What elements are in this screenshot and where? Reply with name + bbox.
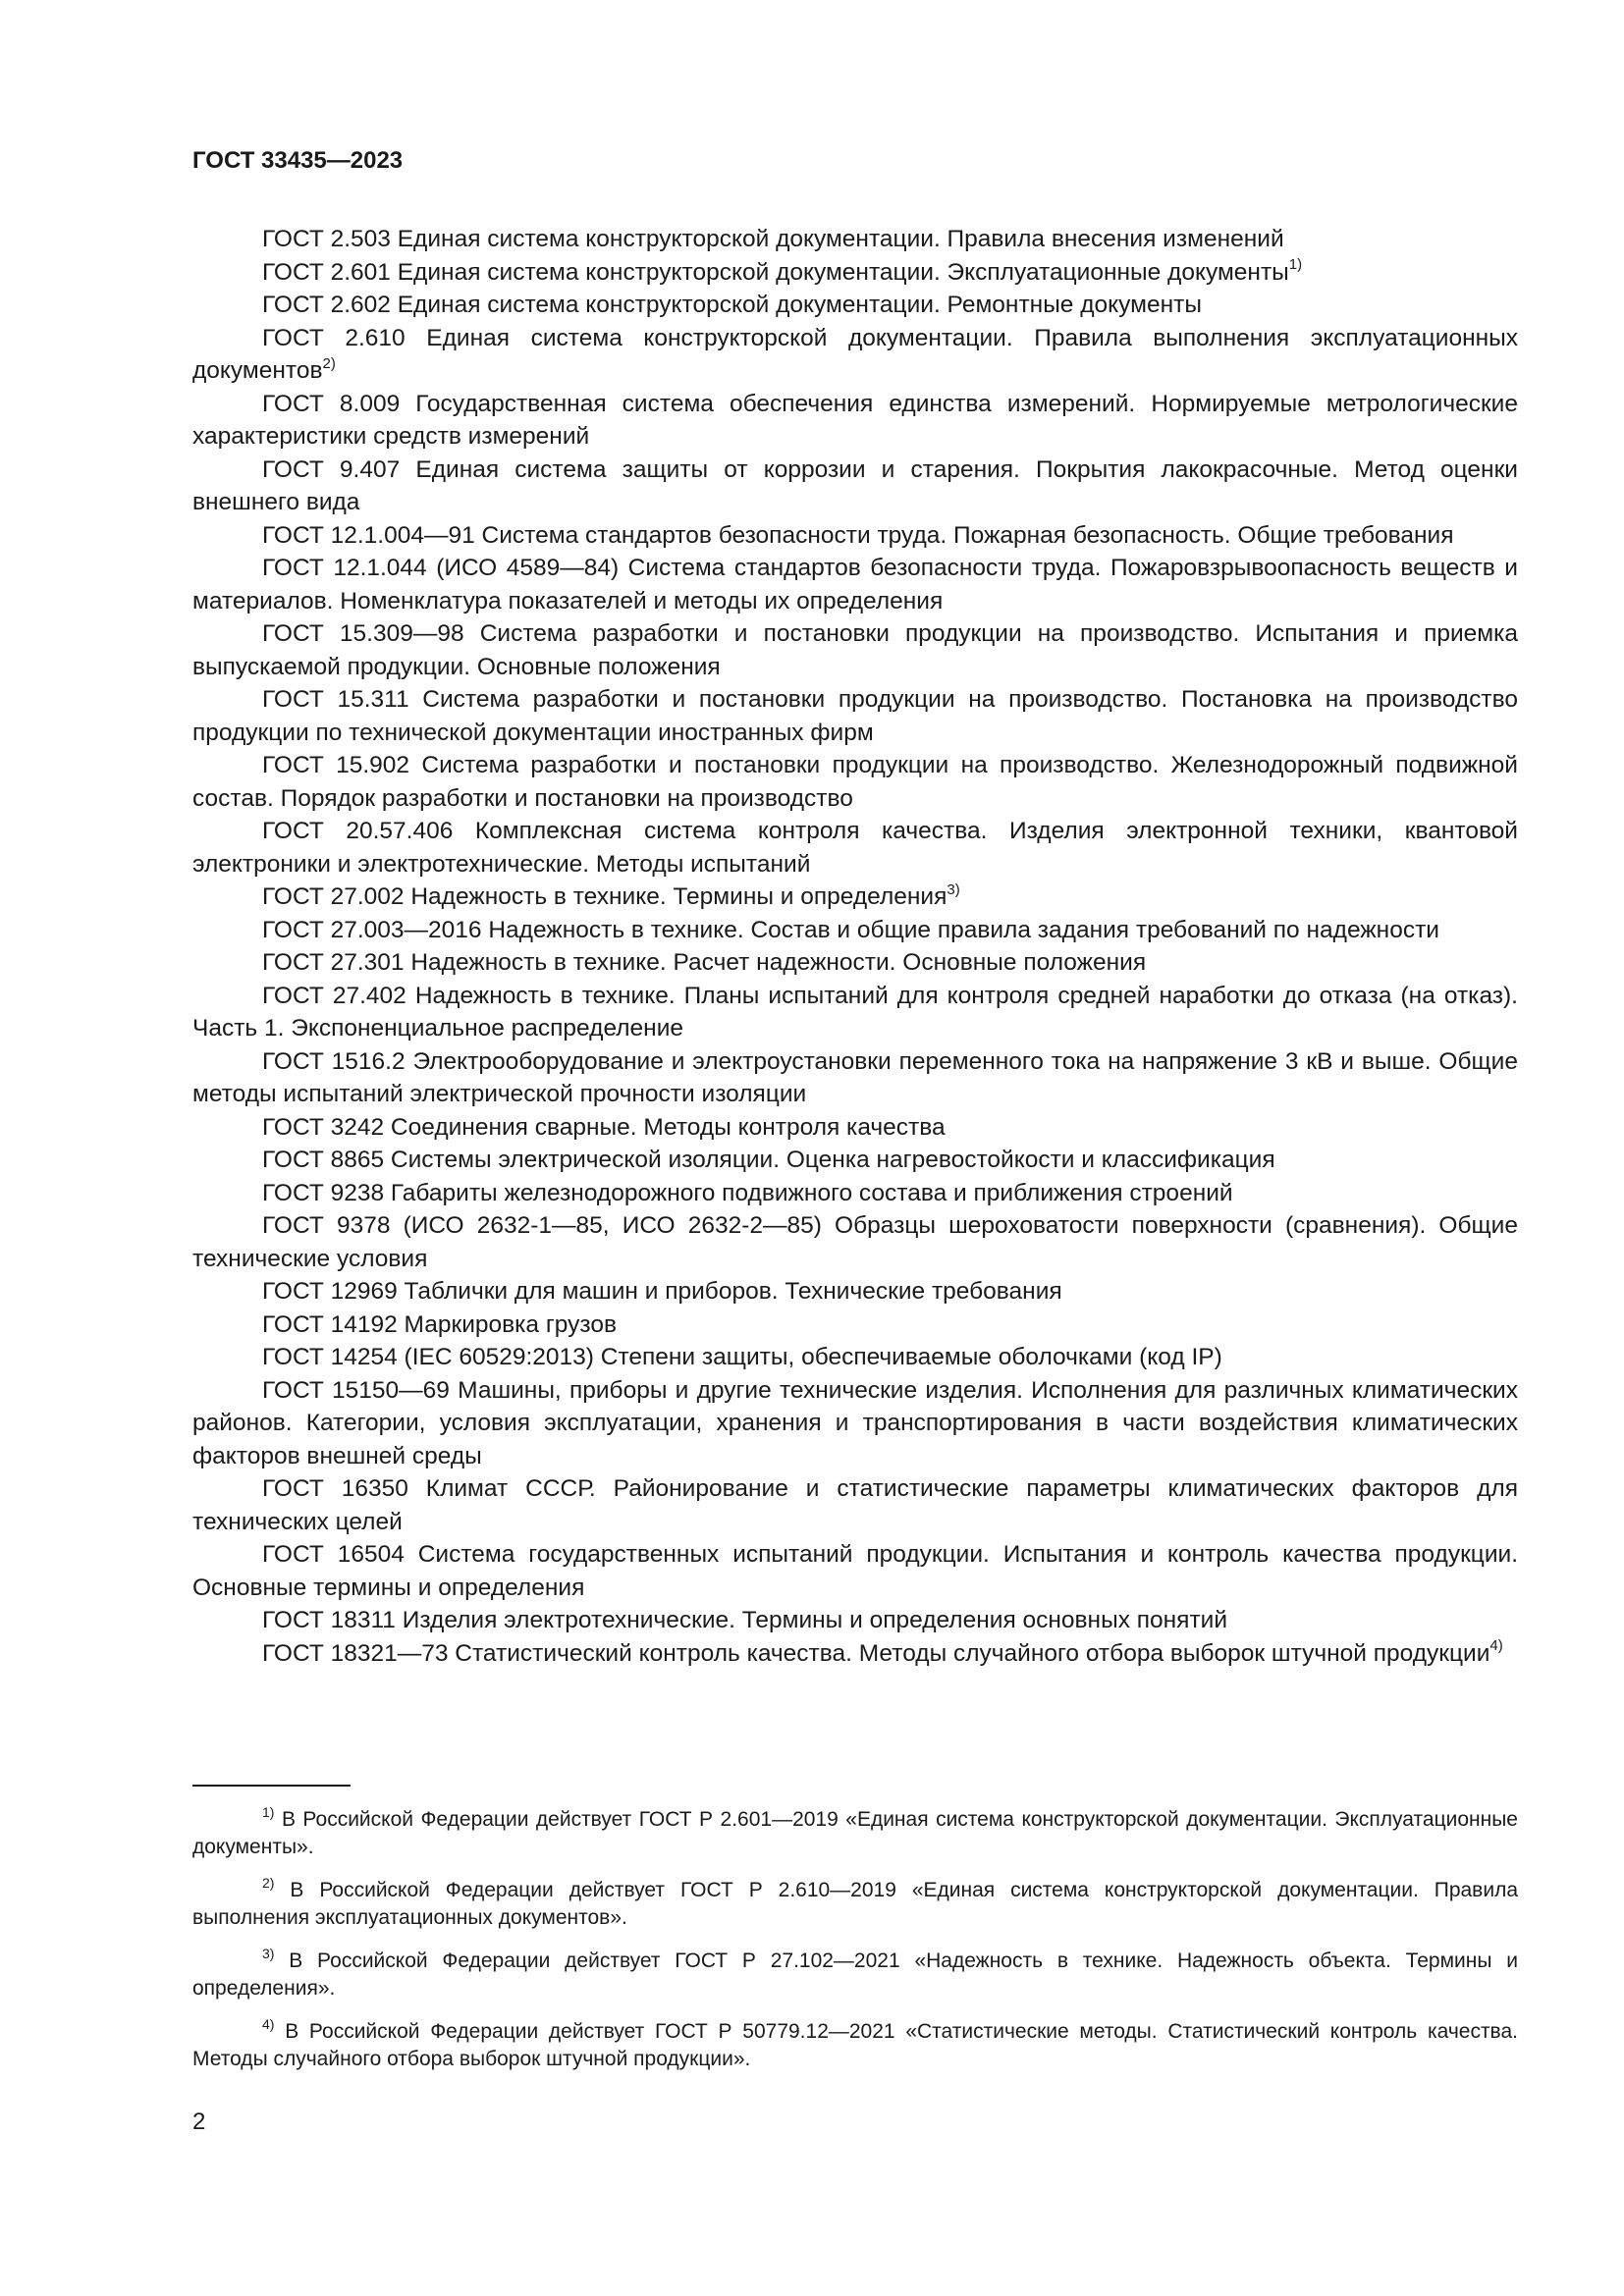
reference-text: ГОСТ 14254 (IEC 60529:2013) Степени защиты, обеспечиваемые оболочками (код IP) — [262, 1344, 1222, 1370]
reference-entry — [192, 1177, 1518, 1210]
reference-entry — [192, 1637, 1518, 1671]
reference-entry — [192, 881, 1518, 914]
reference-text: ГОСТ 27.301 Надежность в технике. Расчет надежности. Основные положения — [262, 949, 1147, 976]
reference-entry — [192, 749, 1518, 815]
footnotes-section — [192, 1806, 1518, 2089]
reference-entry — [192, 980, 1518, 1045]
reference-entry — [192, 946, 1518, 980]
reference-text: ГОСТ 2.610 Единая система конструкторской документации. Правила выполнения эксплуатационных документов — [192, 324, 1518, 384]
reference-entry — [192, 1604, 1518, 1637]
footnote-ref-mark: 2) — [322, 354, 336, 372]
footnote-ref-mark: 4) — [1489, 1637, 1503, 1655]
reference-text: ГОСТ 27.002 Надежность в технике. Термины и определения — [262, 883, 947, 910]
reference-text: ГОСТ 9378 (ИСО 2632-1—85, ИСО 2632-2—85) Образцы шероховатости поверхности (сравнения). Общие технические условия — [192, 1212, 1518, 1272]
reference-text: ГОСТ 27.003—2016 Надежность в технике. Состав и общие правила задания требований по надежности — [262, 916, 1439, 943]
reference-entry — [192, 322, 1518, 388]
reference-entry — [192, 683, 1518, 749]
reference-text: ГОСТ 18311 Изделия электротехнические. Термины и определения основных понятий — [262, 1607, 1228, 1633]
reference-entry — [192, 552, 1518, 617]
reference-entry — [192, 1472, 1518, 1538]
footnote-ref-mark: 1) — [1288, 256, 1303, 274]
footnote-mark: 3) — [262, 1946, 275, 1961]
reference-entry — [192, 1209, 1518, 1275]
reference-entry — [192, 1538, 1518, 1604]
reference-entry — [192, 1374, 1518, 1473]
reference-entry — [192, 223, 1518, 256]
document-code-header: ГОСТ 33435—2023 — [192, 147, 404, 174]
reference-entry — [192, 1144, 1518, 1177]
reference-entry — [192, 1275, 1518, 1308]
footnote — [192, 1806, 1518, 1861]
reference-entry — [192, 454, 1518, 519]
reference-text: ГОСТ 12969 Таблички для машин и приборов. Технические требования — [262, 1278, 1062, 1305]
reference-entry — [192, 256, 1518, 290]
page-number: 2 — [192, 2109, 206, 2135]
reference-text: ГОСТ 2.602 Единая система конструкторской документации. Ремонтные документы — [262, 292, 1202, 318]
footnote-ref-mark: 3) — [947, 881, 960, 898]
footnote — [192, 1877, 1518, 1932]
reference-entry — [192, 1341, 1518, 1374]
reference-entry — [192, 388, 1518, 454]
reference-text: ГОСТ 15150—69 Машины, приборы и другие технические изделия. Исполнения для различных климатических районов. Категории, условия эксплуатации, хранения и транспортирования в части воздействия климатических факторов внешней среды — [192, 1376, 1518, 1469]
footnote-mark: 1) — [262, 1804, 275, 1820]
reference-entry — [192, 1308, 1518, 1342]
reference-text: ГОСТ 2.503 Единая система конструкторской документации. Правила внесения изменений — [262, 226, 1284, 252]
footnote-text: В Российской Федерации действует ГОСТ Р 50779.12—2021 «Статистические методы. Статистический контроль качества. Методы случайного отбора выборок штучной продукции». — [192, 2020, 1518, 2070]
reference-text: ГОСТ 8865 Системы электрической изоляции. Оценка нагревостойкости и классификация — [262, 1147, 1275, 1173]
reference-text: ГОСТ 18321—73 Статистический контроль качества. Методы случайного отбора выборок штучной продукции — [262, 1639, 1490, 1667]
reference-entry — [192, 519, 1518, 553]
reference-text: ГОСТ 20.57.406 Комплексная система контроля качества. Изделия электронной техники, квантовой электроники и электротехнические. Методы испытаний — [192, 818, 1518, 878]
footnote-text: В Российской Федерации действует ГОСТ Р 2.601—2019 «Единая система конструкторской документации. Эксплуатационные документы». — [192, 1808, 1518, 1858]
reference-entry — [192, 617, 1518, 683]
reference-text: ГОСТ 9238 Габариты железнодорожного подвижного состава и приближения строений — [262, 1179, 1233, 1206]
reference-text: ГОСТ 12.1.004—91 Система стандартов безопасности труда. Пожарная безопасность. Общие требования — [262, 521, 1454, 549]
reference-text: ГОСТ 16504 Система государственных испытаний продукции. Испытания и контроль качества продукции. Основные термины и определения — [192, 1541, 1518, 1601]
footnote-text: В Российской Федерации действует ГОСТ Р 27.102—2021 «Надежность в технике. Надежность объекта. Термины и определения». — [192, 1949, 1518, 2000]
reference-text: ГОСТ 16350 Климат СССР. Районирование и статистические параметры климатических факторов для технических целей — [192, 1475, 1518, 1535]
normative-references-list — [192, 223, 1518, 1670]
footnote — [192, 1948, 1518, 2002]
reference-entry — [192, 289, 1518, 322]
reference-entry — [192, 815, 1518, 881]
footnote-mark: 4) — [262, 2016, 275, 2032]
reference-text: ГОСТ 15.311 Система разработки и постановки продукции на производство. Постановка на производство продукции по технической документации иностранных фирм — [192, 686, 1518, 746]
footnote-divider — [192, 1785, 351, 1787]
reference-text: ГОСТ 14192 Маркировка грузов — [262, 1310, 617, 1338]
reference-entry — [192, 914, 1518, 947]
reference-text: ГОСТ 1516.2 Электрооборудование и электроустановки переменного тока на напряжение 3 кВ и выше. Общие методы испытаний электрической прочности изоляции — [192, 1047, 1518, 1107]
reference-text: ГОСТ 8.009 Государственная система обеспечения единства измерений. Нормируемые метрологические характеристики средств измерений — [192, 390, 1518, 450]
reference-text: ГОСТ 9.407 Единая система защиты от коррозии и старения. Покрытия лакокрасочные. Метод оценки внешнего вида — [192, 455, 1518, 515]
reference-text: ГОСТ 27.402 Надежность в технике. Планы испытаний для контроля средней наработки до отказа (на отказ). Часть 1. Экспоненциальное распределение — [192, 982, 1518, 1041]
reference-text: ГОСТ 12.1.044 (ИСО 4589—84) Система стандартов безопасности труда. Пожаровзрывоопасность веществ и материалов. Номенклатура показателей и методы их определения — [192, 555, 1518, 614]
reference-text: ГОСТ 3242 Соединения сварные. Методы контроля качества — [262, 1113, 946, 1141]
reference-entry — [192, 1111, 1518, 1145]
reference-entry — [192, 1045, 1518, 1111]
footnote-text: В Российской Федерации действует ГОСТ Р 2.610—2019 «Единая система конструкторской документации. Правила выполнения эксплуатационных документов». — [192, 1879, 1518, 1929]
reference-text: ГОСТ 2.601 Единая система конструкторской документации. Эксплуатационные документы — [262, 258, 1289, 286]
footnote-mark: 2) — [262, 1875, 275, 1891]
reference-text: ГОСТ 15.902 Система разработки и постановки продукции на производство. Железнодорожный подвижной состав. Порядок разработки и постановки на производство — [192, 752, 1518, 812]
reference-text: ГОСТ 15.309—98 Система разработки и постановки продукции на производство. Испытания и приемка выпускаемой продукции. Основные положения — [192, 620, 1518, 680]
footnote — [192, 2018, 1518, 2073]
